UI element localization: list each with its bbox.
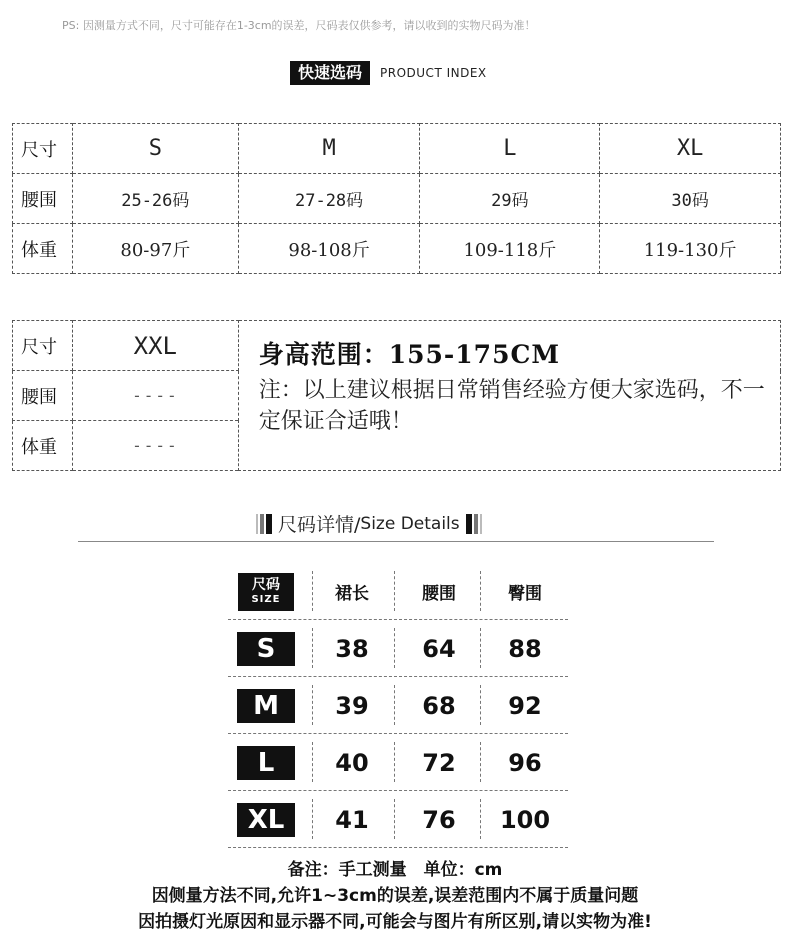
table-row — [13, 224, 781, 274]
waist-cell: 29码 — [420, 174, 600, 224]
row-label-weight: 体重 — [13, 224, 73, 274]
column-header-waist: 腰围 — [422, 584, 456, 604]
measurement-note: 备注：手工测量 单位：cm — [287, 860, 503, 880]
size-details-table — [228, 563, 568, 848]
quick-index-title-cn: 快速选码 — [290, 61, 370, 85]
hip-value: 92 — [508, 691, 542, 720]
quick-index-title — [290, 61, 487, 85]
bars-right-icon — [466, 514, 482, 534]
table-row — [13, 174, 781, 224]
hip-value: 100 — [499, 805, 551, 834]
table-row — [228, 677, 568, 734]
table-row — [228, 791, 568, 848]
size-cell: XXL — [72, 321, 238, 371]
size-header-badge — [238, 573, 294, 611]
size-cell: S — [72, 124, 238, 174]
weight-cell: 98-108斤 — [238, 224, 420, 274]
size-cell: XL — [600, 124, 781, 174]
waist-cell: 27-28码 — [238, 174, 420, 224]
size-index-table — [12, 123, 781, 274]
size-cell: M — [238, 124, 420, 174]
size-details-title-en: Size Details — [360, 513, 460, 534]
quick-index-title-en: PRODUCT INDEX — [380, 66, 487, 80]
column-header-length: 裙长 — [335, 584, 369, 604]
length-value: 40 — [335, 748, 369, 777]
table-row — [228, 620, 568, 677]
size-header-badge-cn: 尺码 — [252, 577, 280, 594]
column-header-hip: 臀围 — [508, 584, 542, 604]
weight-cell: 109-118斤 — [420, 224, 600, 274]
ps-note: PS: 因测量方式不同，尺寸可能存在1-3cm的误差，尺码表仅供参考，请以收到的实物尺码为准！ — [62, 19, 536, 32]
waist-value: 72 — [422, 748, 456, 777]
row-label-weight: 体重 — [13, 421, 73, 471]
table-row — [13, 124, 781, 174]
size-cell: L — [420, 124, 600, 174]
size-details-title-cn: 尺码详情/ — [278, 514, 361, 536]
table-header-row — [228, 563, 568, 620]
size-badge: M — [237, 689, 295, 723]
row-label-waist: 腰围 — [13, 371, 73, 421]
hip-value: 88 — [508, 634, 542, 663]
waist-value: 76 — [422, 805, 456, 834]
waist-cell: 30码 — [600, 174, 781, 224]
display-disclaimer: 因拍摄灯光原因和显示器不同,可能会与图片有所区别,请以实物为准! — [138, 912, 652, 932]
size-index-table-xxl — [12, 320, 781, 471]
row-label-size: 尺寸 — [13, 321, 73, 371]
weight-cell: 80-97斤 — [72, 224, 238, 274]
weight-cell: 119-130斤 — [600, 224, 781, 274]
length-value: 41 — [335, 805, 369, 834]
weight-cell: ---- — [72, 421, 238, 471]
table-row — [228, 734, 568, 791]
length-value: 38 — [335, 634, 369, 663]
size-details-title — [250, 510, 488, 537]
waist-value: 68 — [422, 691, 456, 720]
waist-value: 64 — [422, 634, 456, 663]
size-notes — [238, 321, 780, 471]
size-badge: L — [237, 746, 295, 780]
tolerance-note: 因侧量方法不同,允许1~3cm的误差,误差范围内不属于质量问题 — [151, 886, 639, 906]
length-value: 39 — [335, 691, 369, 720]
hip-value: 96 — [508, 748, 542, 777]
bars-left-icon — [256, 514, 272, 534]
size-badge: S — [237, 632, 295, 666]
row-label-size: 尺寸 — [13, 124, 73, 174]
waist-cell: 25-26码 — [72, 174, 238, 224]
row-label-waist: 腰围 — [13, 174, 73, 224]
waist-cell: ---- — [72, 371, 238, 421]
size-header-badge-en: SIZE — [251, 593, 281, 605]
selection-note: 注：以上建议根据日常销售经验方便大家选码，不一定保证合适哦！ — [258, 378, 765, 434]
size-badge: XL — [237, 803, 295, 837]
table-row — [13, 321, 781, 371]
title-divider — [78, 541, 714, 542]
height-range: 身高范围：155-175CM — [258, 340, 561, 369]
